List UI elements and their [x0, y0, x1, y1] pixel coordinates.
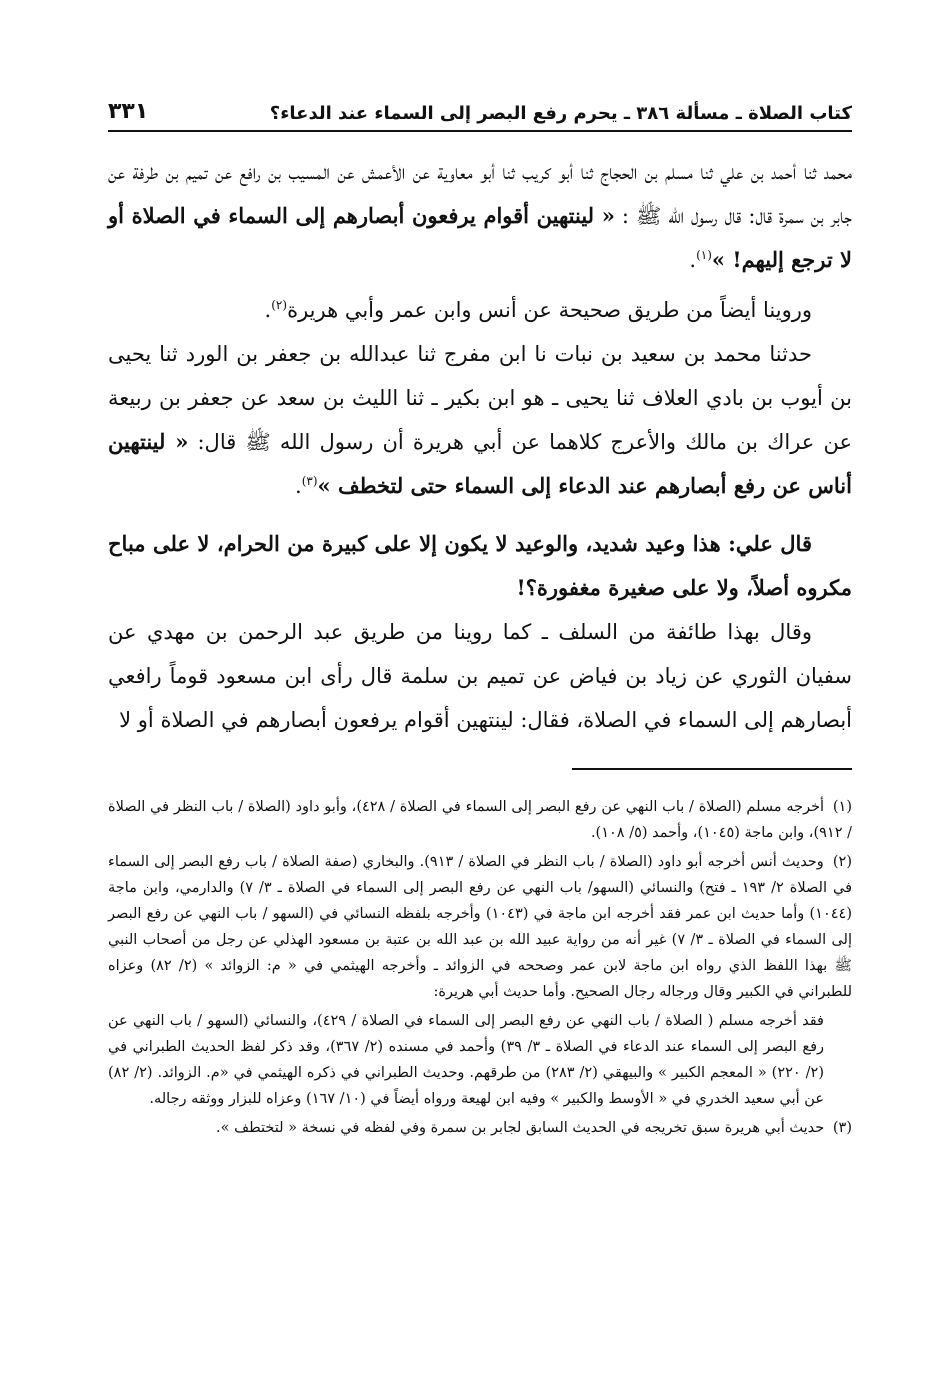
footnote-2-continued: [108, 1008, 852, 1112]
running-head: [108, 92, 852, 124]
punctuation: .: [689, 248, 697, 272]
footnote-1: [108, 794, 852, 846]
footnote-number: (٢): [832, 854, 853, 870]
footnote-number: (٣): [832, 1120, 852, 1136]
paragraph-text: حدثنا محمد بن سعيد بن نبات نا ابن مفرج ثنا عبدالله بن جعفر بن الورد ثنا يحيى بن أيوب بن بادي العلاف ثنا يحيى ـ هو ابن بكير ـ ثنا الليث بن سعد عن جعفر بن ربيعة عن عراك بن مالك والأعرج كلاهما عن أبي هريرة أن رسول الله ﷺ قال:: [108, 342, 852, 454]
page-number: ٣٣١: [108, 99, 149, 124]
paragraph-salaf: [108, 610, 852, 742]
footnote-text: حديث أبي هريرة سبق تخريجه في الحديث السابق لجابر بن سمرة وفي لفظه في نسخة « لتختطف ».: [216, 1120, 825, 1136]
paragraph-isnad-jabir: [108, 150, 852, 282]
running-title: كتاب الصلاة ـ مسألة ٣٨٦ ـ يحرم رفع البصر إلى السماء عند الدعاء؟: [269, 103, 852, 124]
hadith-quote: « لينتهين أقوام يرفعون أبصارهم إلى السماء في الصلاة أو لا ترجع إليهم! »: [108, 203, 852, 272]
hadith-quote: « لينتهين أناس عن رفع أبصارهم عند الدعاء إلى السماء حتى لتخطف »: [108, 429, 852, 498]
header-divider: [108, 130, 852, 132]
footnote-divider: [572, 768, 852, 770]
paragraph-text: محمد ثنا أحمد بن علي ثنا مسلم بن الحجاج ثنا أبو كريب ثنا أبو معاوية عن الأعمش عن المسيب بن رافع عن تميم بن طرفة عن جابر بن سمرة قال: قال رسول الله ﷺ :: [108, 160, 852, 228]
footnote-2: [108, 849, 852, 1005]
footnote-text: أخرجه مسلم (الصلاة / باب النهي عن رفع البصر إلى السماء في الصلاة / ٤٢٨)، وأبو داود (الصلاة / باب النظر في الصلاة / ٩١٢)، وابن ماجة (١٠٤٥)، وأحمد (٥/ ١٠٨).: [108, 799, 852, 841]
footnote-ref[interactable]: (١): [696, 248, 712, 262]
punctuation: .: [295, 474, 302, 498]
footnote-ref[interactable]: (٣): [301, 474, 318, 488]
footnote-3: [108, 1115, 852, 1141]
footnote-text: وحديث أنس أخرجه أبو داود (الصلاة / باب النظر في الصلاة / ٩١٣). والبخاري (صفة الصلاة / باب رفع البصر إلى السماء في الصلاة ٢/ ١٩٣ ـ فتح) والنسائي (السهو/ باب النهي عن رفع البصر إلى السماء في الصلاة ـ ٣/ ٧) والدارمي، وابن ماجة (١٠٤٤) وأما حديث ابن عمر فقد أخرجه ابن ماجة في (١٠٤٣) وأخرجه بلفظه النسائي في (السهو / باب النهي عن رفع البصر إلى السماء في الصلاة ـ ٣/ ٧) غير أنه من رواية عبيد الله بن عبد الله بن عتبة بن مسعود الهذلي عن رجل من أصحاب النبي ﷺ بهذا اللفظ الذي رواه ابن ماجة لابن عمر وصححه في الزوائد ـ وأخرجه الهيثمي في « م: الزوائد » (٢/ ٨٢) وعزاه للطبراني في الكبير وقال ورجاله رجال الصحيح. وأما حديث أبي هريرة:: [108, 854, 852, 1000]
paragraph-other-narrations: [108, 288, 852, 332]
footnote-ref[interactable]: (٢): [271, 298, 288, 312]
punctuation: .: [264, 298, 272, 322]
paragraph-text: وقال بهذا طائفة من السلف ـ كما روينا من طريق عبد الرحمن بن مهدي عن سفيان الثوري عن زياد بن فياض عن تميم بن سلمة قال رأى ابن مسعود قوماً رافعي أبصارهم إلى السماء في الصلاة، فقال: لينتهين أقوام يرفعون أبصارهم في الصلاة أو لا: [108, 620, 852, 732]
footnote-text: فقد أخرجه مسلم ( الصلاة / باب النهي عن رفع البصر إلى السماء في الصلاة / ٤٢٩)، والنسائي (السهو / باب النهي عن رفع البصر إلى السماء عند الدعاء في الصلاة ـ ٣/ ٣٩) وأحمد في مسنده (٢/ ٣٦٧)، وقد ذكر لفظ الحديث الطبراني في (٢/ ٢٢٠) « المعجم الكبير » والبيهقي (٢/ ٢٨٣) من طرقهم. وحديث الطبراني في ذكره الهيثمي في «م. الزوائد. (٢/ ٨٢) عن أبي سعيد الخدري في « الأوسط والكبير » وفيه ابن لهيعة ورواه أيضاً في (١٠/ ١٦٧) وعزاه للبزار ووثقه رجاله.: [108, 1013, 825, 1107]
paragraph-text: قال علي: هذا وعيد شديد، والوعيد لا يكون إلا على كبيرة من الحرام، لا على مباح مكروه أصلاً، ولا على صغيرة مغفورة؟!: [108, 531, 852, 600]
footnotes: [108, 794, 852, 1144]
main-text: [108, 150, 852, 742]
paragraph-text: وروينا أيضاً من طريق صحيحة عن أنس وابن عمر وأبي هريرة: [287, 298, 812, 322]
paragraph-isnad-abu-hurayra: [108, 332, 852, 508]
paragraph-ali-comment: [108, 522, 852, 610]
footnote-number: (١): [832, 799, 852, 815]
